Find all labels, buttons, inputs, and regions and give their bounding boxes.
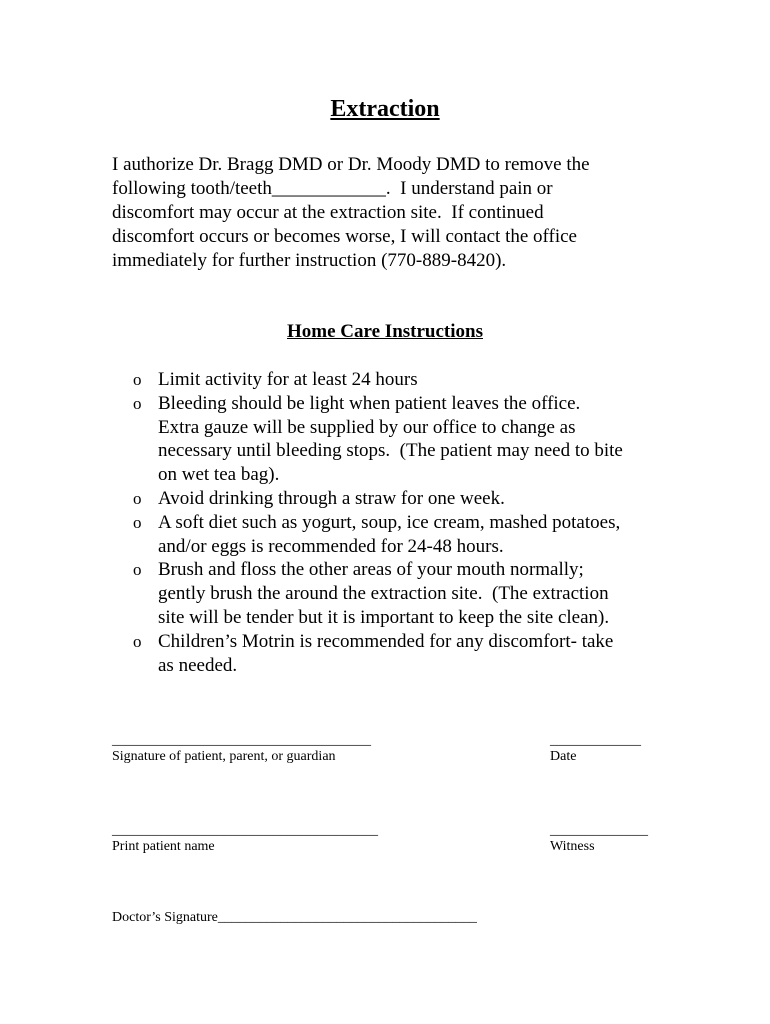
witness-line[interactable]: ______________ [550,823,648,838]
list-item-line: Brush and floss the other areas of your mouth normally; [158,559,584,581]
list-item-line: Limit activity for at least 24 hours [158,369,418,390]
bullet-icon: o [133,488,142,508]
bullet-icon: o [133,560,142,580]
doctor-signature-label: Doctor’s Signature [112,910,218,925]
home-care-list [133,368,673,677]
document-title: Extraction [330,96,440,122]
list-item [133,511,673,559]
list-item [133,630,673,678]
bullet-icon: o [133,512,142,532]
bullet-icon: o [133,370,142,389]
list-item-line: Children’s Motrin is recommended for any discomfort- take [158,630,614,652]
authorization-line: I authorize Dr. Bragg DMD or Dr. Moody DMD to remove the [112,154,590,175]
list-item-line: Avoid drinking through a straw for one week. [158,487,505,509]
list-item-line: A soft diet such as yogurt, soup, ice cream, mashed potatoes, [158,511,621,533]
authorization-paragraph [112,153,672,273]
home-care-heading: Home Care Instructions [287,321,483,342]
list-item [133,368,673,392]
doctor-signature-line[interactable]: _____________________________________ [217,910,477,925]
list-item-line: Bleeding should be light when patient leaves the office. [158,392,581,414]
authorization-line: following tooth/teeth____________. I understand pain or [112,178,553,199]
date-label: Date [550,749,577,764]
print-name-label: Print patient name [112,839,215,854]
authorization-line: discomfort may occur at the extraction site. If continued [112,202,544,223]
list-item-line: as needed. [158,654,238,676]
authorization-line: discomfort occurs or becomes worse, I will contact the office [112,226,577,247]
authorization-line: immediately for further instruction (770-889-8420). [112,250,507,271]
list-item-line: gently brush the around the extraction site. (The extraction [158,583,609,605]
patient-signature-line[interactable]: _____________________________________ [112,733,371,748]
patient-signature-label: Signature of patient, parent, or guardian [112,749,336,764]
list-item-line: site will be tender but it is important to keep the site clean). [158,606,610,628]
list-item-line: necessary until bleeding stops. (The patient may need to bite [158,440,623,462]
date-line[interactable]: _____________ [550,733,641,748]
list-item-line: and/or eggs is recommended for 24-48 hours. [158,535,504,557]
list-item [133,487,673,511]
list-item [133,558,673,629]
print-name-line[interactable]: ______________________________________ [112,823,378,838]
list-item-line: on wet tea bag). [158,464,280,486]
doctor-signature-row [112,909,477,927]
list-item-line: Extra gauze will be supplied by our office to change as [158,416,576,438]
list-item [133,392,673,487]
witness-label: Witness [550,839,595,854]
bullet-icon: o [133,631,142,651]
bullet-icon: o [133,393,142,413]
